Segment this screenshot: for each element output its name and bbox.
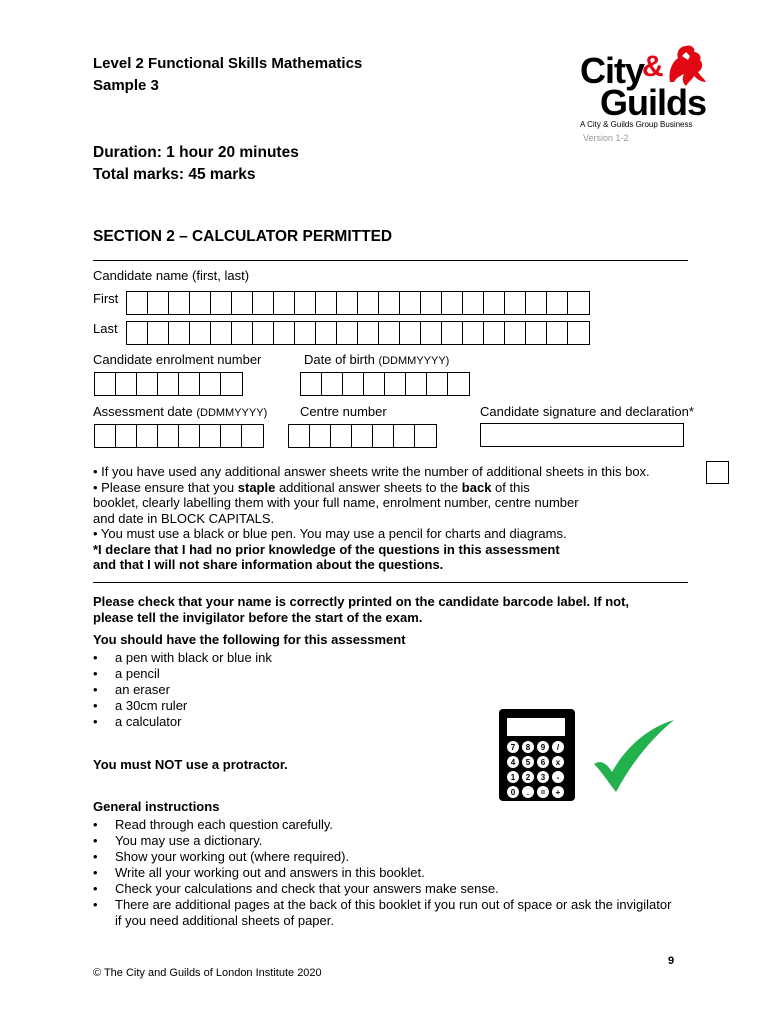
- calculator-key: =: [537, 786, 549, 798]
- note-additional-sheets: • If you have used any additional answer sheets write the number of additional sheets in this box.: [93, 464, 650, 479]
- calculator-key: x: [552, 756, 564, 768]
- list-item: • an eraser: [93, 682, 473, 698]
- candidate-name-label: Candidate name (first, last): [93, 268, 250, 283]
- assessment-date-label-group: [93, 404, 267, 419]
- enrolment-label: Candidate enrolment number: [93, 352, 262, 367]
- document-title: [93, 53, 362, 97]
- enrolment-boxes[interactable]: [94, 372, 243, 396]
- instructions-list: [93, 817, 673, 929]
- calculator-key: +: [552, 786, 564, 798]
- title-line-1: Level 2 Functional Skills Mathematics: [93, 55, 363, 72]
- note-staple: • Please ensure that you staple additional answer sheets to the back of this: [93, 479, 530, 495]
- title-line-2: Sample 3: [93, 77, 159, 94]
- logo-word-city: City: [580, 50, 645, 91]
- assessment-date-boxes[interactable]: [94, 424, 264, 448]
- list-item: • You may use a dictionary.: [93, 833, 673, 849]
- calculator-keypad: [507, 741, 567, 798]
- signature-box[interactable]: [480, 423, 684, 447]
- check-notice: Please check that your name is correctly printed on the candidate barcode label. If not, please tell the invigilator before the start of the exam.: [93, 594, 630, 625]
- page-number: 9: [668, 955, 675, 967]
- list-item: • a 30cm ruler: [93, 698, 473, 714]
- protractor-notice: You must NOT use a protractor.: [93, 757, 288, 772]
- first-name-label: First: [93, 291, 119, 306]
- dob-format: (DDMMYYYY): [378, 355, 450, 367]
- calculator-key: 4: [507, 756, 519, 768]
- total-marks-text: Total marks: 45 marks: [93, 166, 256, 183]
- list-item: • a pen with black or blue ink: [93, 650, 473, 666]
- first-name-boxes[interactable]: [126, 291, 590, 315]
- calculator-key: 0: [507, 786, 519, 798]
- last-name-label: Last: [93, 321, 118, 336]
- requirements-list: [93, 650, 473, 730]
- check-mark-icon: [590, 716, 678, 796]
- assessment-date-format: (DDMMYYYY): [196, 407, 268, 419]
- notes-block: [93, 464, 705, 573]
- logo-ampersand: &: [642, 50, 664, 83]
- logo-word-guilds: Guilds: [600, 82, 707, 123]
- calculator-key: 9: [537, 741, 549, 753]
- calculator-key: /: [552, 741, 564, 753]
- calculator-key: 7: [507, 741, 519, 753]
- requirements-heading: You should have the following for this assessment: [93, 632, 406, 647]
- city-guilds-logo: [578, 50, 708, 150]
- declaration-line-1: *I declare that I had no prior knowledge of the questions in this assessment: [93, 541, 560, 557]
- additional-sheets-box[interactable]: [706, 461, 729, 484]
- dob-label: Date of birth: [304, 352, 375, 367]
- note-pen: • You must use a black or blue pen. You may use a pencil for charts and diagrams.: [93, 526, 567, 541]
- list-item: • There are additional pages at the back of this booklet if you run out of space or ask the invigilator if you need additional sheets of paper.: [93, 897, 673, 929]
- calculator-key: 8: [522, 741, 534, 753]
- section-divider-top: [93, 260, 688, 261]
- list-item: • Read through each question carefully.: [93, 817, 673, 833]
- calculator-key: 1: [507, 771, 519, 783]
- list-item: • Check your calculations and check that your answers make sense.: [93, 881, 673, 897]
- signature-label: Candidate signature and declaration*: [480, 404, 694, 419]
- logo-tagline: A City & Guilds Group Business: [580, 120, 693, 129]
- calculator-key: .: [522, 786, 534, 798]
- calculator-key: 6: [537, 756, 549, 768]
- calculator-key: -: [552, 771, 564, 783]
- duration-block: [93, 142, 299, 186]
- calculator-key: 5: [522, 756, 534, 768]
- note-staple-cont-1: booklet, clearly labelling them with your full name, enrolment number, centre number: [93, 495, 579, 510]
- instructions-heading: General instructions: [93, 799, 220, 814]
- declaration-line-2: and that I will not share information about the questions.: [93, 557, 444, 572]
- copyright-footer: © The City and Guilds of London Institute 2020: [93, 967, 322, 979]
- centre-number-boxes[interactable]: [288, 424, 437, 448]
- section-divider-bottom: [93, 582, 688, 583]
- calculator-key: 2: [522, 771, 534, 783]
- list-item: • a calculator: [93, 714, 473, 730]
- calculator-key: 3: [537, 771, 549, 783]
- assessment-date-label: Assessment date: [93, 404, 193, 419]
- last-name-boxes[interactable]: [126, 321, 590, 345]
- note-staple-cont-2: and date in BLOCK CAPITALS.: [93, 510, 275, 526]
- version-label: Version 1-2: [583, 133, 629, 143]
- section-title: SECTION 2 – CALCULATOR PERMITTED: [93, 228, 393, 245]
- calculator-icon: [499, 709, 575, 801]
- duration-text: Duration: 1 hour 20 minutes: [93, 144, 299, 161]
- dob-boxes[interactable]: [300, 372, 470, 396]
- list-item: • a pencil: [93, 666, 473, 682]
- calculator-display: [507, 718, 565, 736]
- list-item: • Show your working out (where required).: [93, 849, 673, 865]
- list-item: • Write all your working out and answers in this booklet.: [93, 865, 673, 881]
- centre-number-label: Centre number: [300, 404, 387, 419]
- dob-label-group: [304, 352, 449, 367]
